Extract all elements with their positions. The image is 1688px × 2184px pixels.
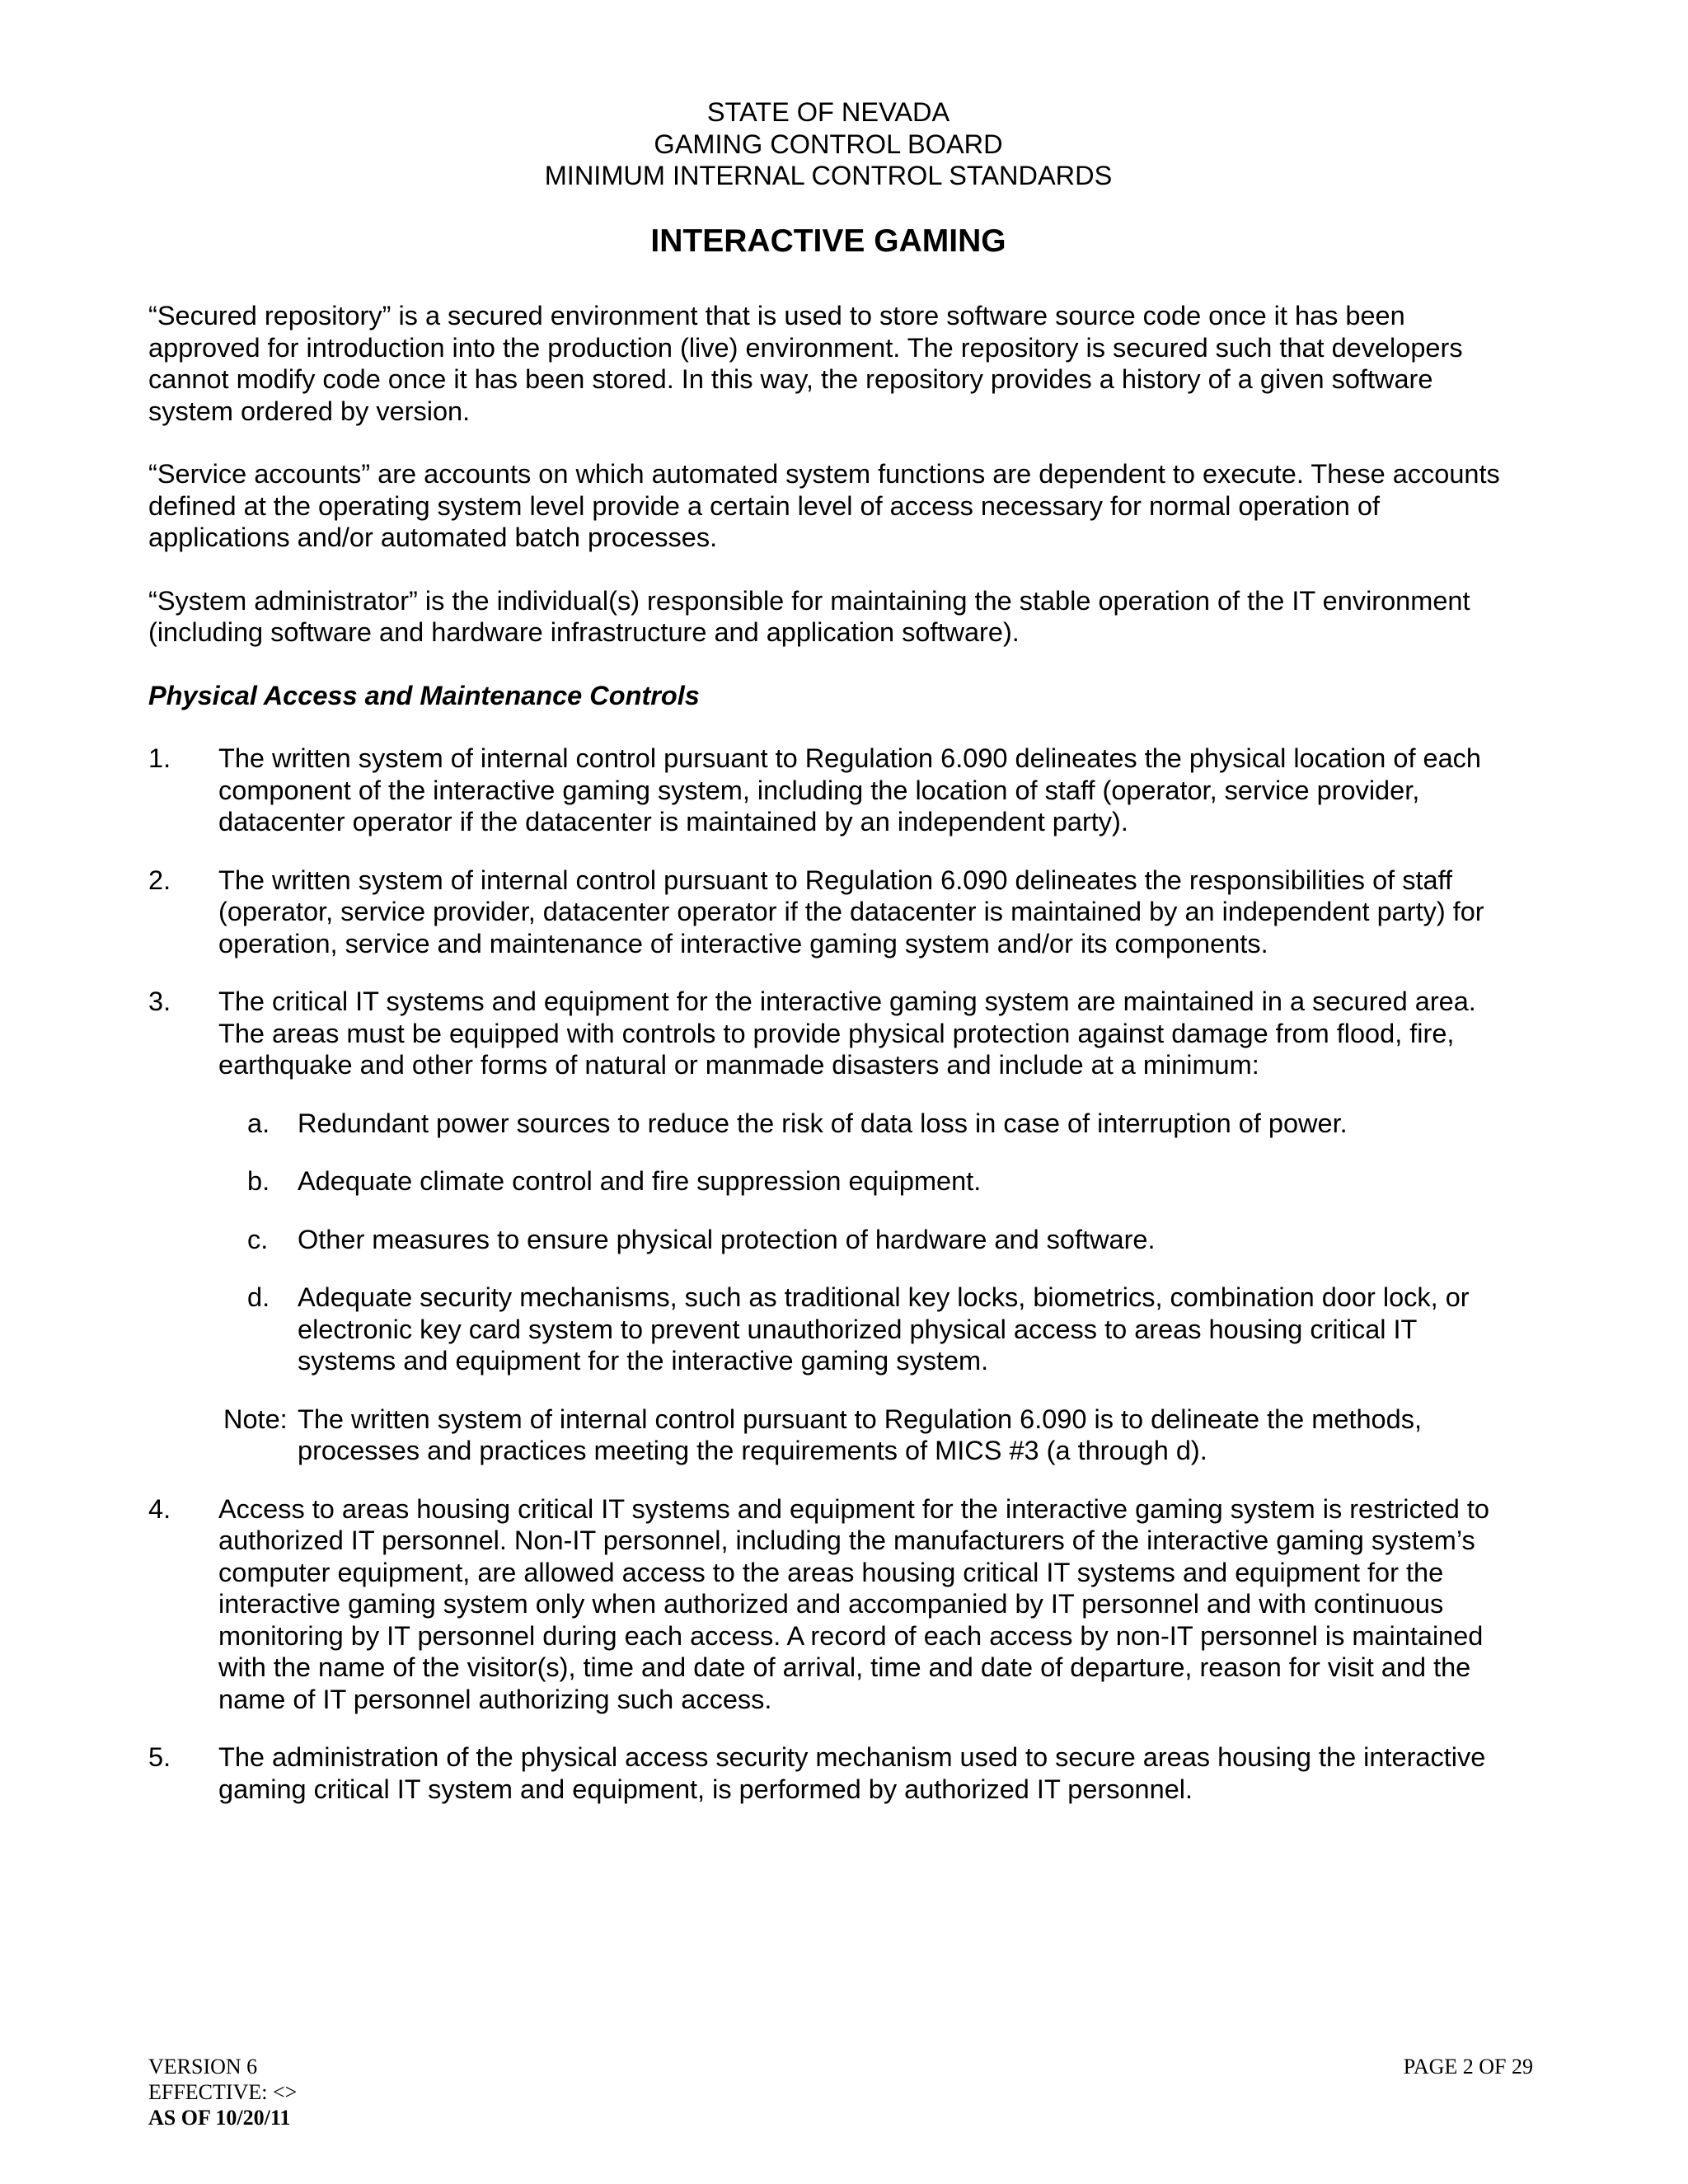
definition-service-accounts: “Service accounts” are accounts on which automated system functions are dependent to execute. These accounts defined at the operating system level provide a certain level of access necessary for normal operation of applications and/or automated batch processes. — [148, 459, 1500, 552]
list-item — [148, 986, 1517, 1081]
note-text: The written system of internal control pursuant to Regulation 6.090 is to delineate the methods, processes and practices meeting the requirements of MICS #3 (a through d). — [298, 1404, 1422, 1465]
sub-item-letter: c. — [247, 1224, 269, 1254]
item-number: 5. — [148, 1742, 171, 1772]
list-item — [148, 865, 1517, 960]
sub-item-letter: b. — [247, 1166, 270, 1196]
document-title: INTERACTIVE GAMING — [650, 223, 1006, 259]
sub-item-text: Other measures to ensure physical protection of hardware and software. — [298, 1224, 1156, 1254]
note-label: Note: — [223, 1404, 288, 1434]
sub-list-item — [148, 1108, 1517, 1140]
item-number: 4. — [148, 1493, 171, 1524]
item-number: 1. — [148, 743, 171, 773]
item-text: The administration of the physical access security mechanism used to secure areas housing the interactive gaming critical IT system and equipment, is performed by authorized IT personnel. — [218, 1742, 1486, 1804]
footer-left — [148, 2054, 297, 2130]
header-line-state: STATE OF NEVADA — [706, 97, 950, 127]
item-text: The written system of internal control pursuant to Regulation 6.090 delineates the responsibilities of staff (operator, service provider, datacenter operator if the datacenter is maintained by an independent party) for operation, service and maintenance of interactive gaming system and/or its components. — [218, 865, 1484, 958]
sub-list-item — [148, 1282, 1517, 1377]
item-number: 3. — [148, 987, 171, 1016]
note-block — [148, 1404, 1517, 1467]
sub-list-item — [148, 1165, 1517, 1197]
sub-list-item — [148, 1224, 1517, 1256]
section-heading: Physical Access and Maintenance Controls — [148, 680, 700, 710]
definition-secured-repository: “Secured repository” is a secured environment that is used to store software source code once it has been approved for introduction into the production (live) environment. The repository is secured such that developers cannot modify code once it has been stored. In this way, the repository provides a history of a given software system ordered by version. — [148, 301, 1463, 426]
list-item — [148, 743, 1517, 838]
definition-system-administrator: “System administrator” is the individual(s) responsible for maintaining the stable operation of the IT environment (including software and hardware infrastructure and application software). — [148, 585, 1470, 647]
sub-item-text: Adequate climate control and fire suppression equipment. — [298, 1166, 982, 1196]
document-body — [148, 300, 1517, 1831]
document-header — [0, 96, 1657, 192]
sub-item-text: Adequate security mechanisms, such as traditional key locks, biometrics, combination door lock, or electronic key card system to prevent unauthorized physical access to areas housing critical IT systems and equipment for the interactive gaming system. — [298, 1282, 1470, 1376]
list-item — [148, 1741, 1517, 1805]
list-item — [148, 1493, 1517, 1716]
footer-effective: EFFECTIVE: <> — [148, 2080, 298, 2104]
header-line-board: GAMING CONTROL BOARD — [654, 129, 1003, 159]
item-text: The critical IT systems and equipment for the interactive gaming system are maintained in a secured area. The areas must be equipped with controls to provide physical protection against damage from flood, fire, earthquake and other forms of natural or manmade disasters and include at a minimum: — [218, 987, 1476, 1080]
item-text: Access to areas housing critical IT systems and equipment for the interactive gaming system is restricted to authorized IT personnel. Non-IT personnel, including the manufacturers of the interactive gaming system’s computer equipment, are allowed access to the areas housing critical IT systems and equipment for the interactive gaming system only when authorized and accompanied by IT personnel and with continuous monitoring by IT personnel during each access. A record of each access by non-IT personnel is maintained with the name of the visitor(s), time and date of arrival, time and date of departure, reason for visit and the name of IT personnel authorizing such access. — [218, 1493, 1490, 1714]
footer-version: VERSION 6 — [148, 2055, 258, 2079]
header-line-standards: MINIMUM INTERNAL CONTROL STANDARDS — [544, 161, 1113, 190]
sub-item-letter: a. — [247, 1108, 270, 1138]
sub-item-text: Redundant power sources to reduce the risk of data loss in case of interruption of power. — [298, 1108, 1348, 1138]
footer-page-number: PAGE 2 OF 29 — [1403, 2055, 1533, 2079]
footer-as-of: AS OF 10/20/11 — [148, 2106, 291, 2130]
sub-item-letter: d. — [247, 1282, 270, 1312]
item-text: The written system of internal control pursuant to Regulation 6.090 delineates the physical location of each component of the interactive gaming system, including the location of staff (operator, service provider, datacenter operator if the datacenter is maintained by an independent party). — [218, 743, 1482, 837]
item-number: 2. — [148, 865, 171, 895]
